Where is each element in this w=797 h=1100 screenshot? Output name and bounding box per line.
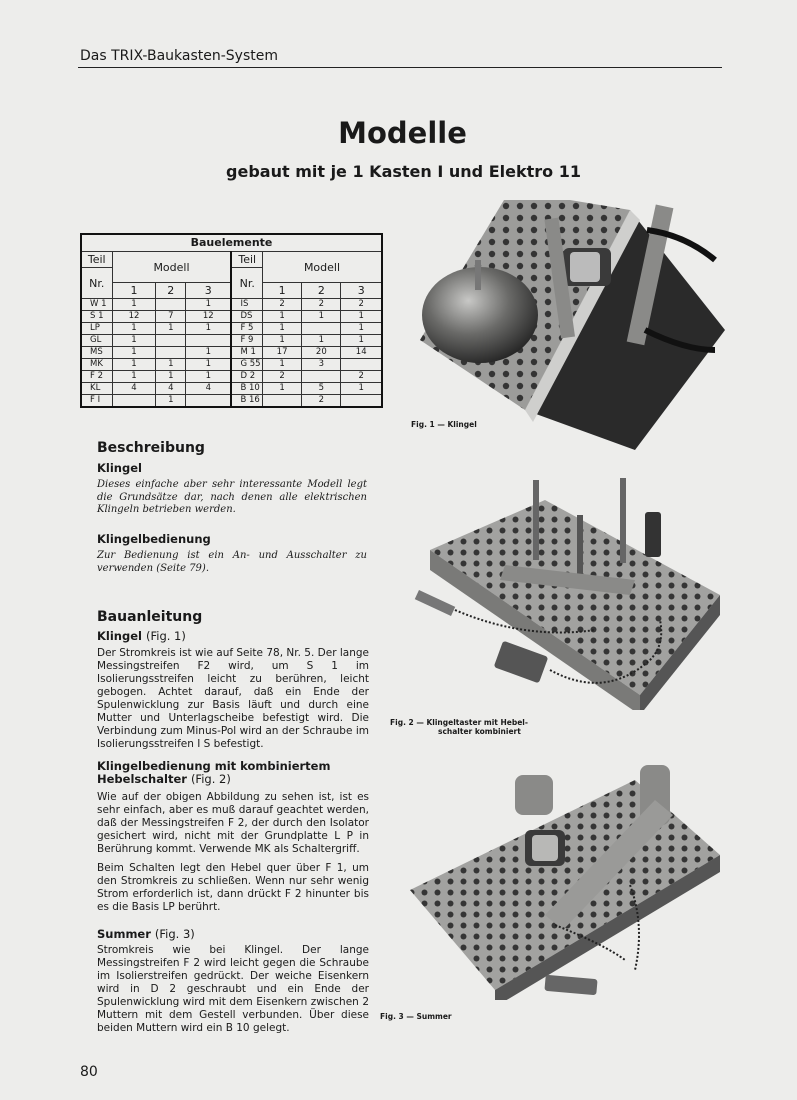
fig-reference: (Fig. 1) [145, 629, 186, 643]
summer-heading [97, 927, 195, 941]
model-number: 1 [262, 283, 301, 299]
table-cell: 1 [341, 323, 382, 335]
table-cell: 3 [302, 359, 341, 371]
figure-3-summer [380, 755, 725, 1025]
hebelschalter-text-2: Beim Schalten legt den Hebel quer über F 1, um den Stromkreis zu schließen. Wenn nur sehr wenig Strom erforderlich ist, dann drückt F 2 hinunter bis es die Basis LP berührt. [97, 862, 369, 913]
table-cell: DS [231, 311, 262, 323]
table-cell: F 9 [231, 335, 262, 347]
figure-2-caption-line1: Fig. 2 — Klingeltaster mit Hebel- [390, 718, 528, 727]
table-cell [341, 359, 382, 371]
table-cell: 2 [341, 299, 382, 311]
figure-2-caption [390, 718, 528, 736]
table-cell: 1 [156, 359, 186, 371]
table-cell: 12 [186, 311, 232, 323]
klingelbedienung-description: Zur Bedienung ist ein An- und Ausschalter zu verwenden (Seite 79). [97, 550, 367, 574]
table-cell: S 1 [81, 311, 112, 323]
figure-2-klingeltaster [390, 470, 725, 740]
model-number: 3 [341, 283, 382, 299]
table-row [81, 323, 382, 335]
parts-table [80, 233, 383, 408]
figure-1-klingel [411, 200, 727, 450]
table-cell: LP [81, 323, 112, 335]
table-cell: KL [81, 383, 112, 395]
model-number: 3 [186, 283, 232, 299]
fig-reference: (Fig. 2) [190, 772, 231, 786]
header-rule [78, 67, 722, 68]
figure-3-caption: Fig. 3 — Summer [380, 1012, 452, 1021]
table-cell: B 10 [231, 383, 262, 395]
table-cell: 17 [262, 347, 301, 359]
table-cell: MK [81, 359, 112, 371]
table-cell: F I [81, 395, 112, 408]
hebelschalter-heading-line1: Klingelbedienung mit kombiniertem [97, 759, 331, 773]
table-cell: 1 [156, 323, 186, 335]
table-cell: 1 [341, 311, 382, 323]
table-cell: 1 [186, 347, 232, 359]
table-cell: 1 [112, 323, 156, 335]
klingel-heading: Klingel [97, 461, 142, 475]
table-cell: 1 [156, 395, 186, 408]
table-cell: 1 [262, 383, 301, 395]
buzzer-model-illustration [405, 755, 725, 1000]
table-cell [262, 395, 301, 408]
model-number: 2 [302, 283, 341, 299]
table-cell: 1 [112, 359, 156, 371]
table-cell: 20 [302, 347, 341, 359]
page-number: 80 [80, 1064, 98, 1080]
table-cell [112, 395, 156, 408]
table-cell [156, 335, 186, 347]
table-cell: 1 [262, 323, 301, 335]
table-cell: 1 [302, 335, 341, 347]
fig-reference: (Fig. 3) [154, 927, 195, 941]
bau-klingel-heading [97, 629, 186, 643]
table-cell: 1 [112, 299, 156, 311]
table-cell: M 1 [231, 347, 262, 359]
table-cell: 12 [112, 311, 156, 323]
col-header-teil: Teil [231, 252, 262, 268]
table-cell: 1 [186, 359, 232, 371]
table-row [81, 371, 382, 383]
hebelschalter-heading-line2: Hebelschalter [97, 772, 187, 786]
table-cell: GL [81, 335, 112, 347]
page-title: Modelle [338, 116, 467, 150]
table-cell: 1 [112, 347, 156, 359]
hebelschalter-heading [97, 760, 330, 786]
table-cell [186, 335, 232, 347]
table-cell: 1 [262, 335, 301, 347]
table-cell: 1 [262, 359, 301, 371]
table-cell: 1 [341, 383, 382, 395]
switch-model-illustration [405, 470, 725, 710]
table-cell: IS [231, 299, 262, 311]
table-cell: 1 [156, 371, 186, 383]
table-row [81, 359, 382, 371]
table-cell: 4 [186, 383, 232, 395]
table-cell [302, 371, 341, 383]
table-cell: 5 [302, 383, 341, 395]
table-row [81, 335, 382, 347]
col-header-teil: Teil [81, 252, 112, 268]
table-cell: B 16 [231, 395, 262, 408]
parts-table-caption: Bauelemente [81, 234, 382, 252]
parts-table-body [81, 299, 382, 408]
table-cell [156, 299, 186, 311]
figure-1-caption: Fig. 1 — Klingel [411, 420, 477, 429]
table-cell: D 2 [231, 371, 262, 383]
table-cell: 2 [262, 299, 301, 311]
table-cell: 1 [186, 371, 232, 383]
table-cell: 4 [112, 383, 156, 395]
table-cell: F 5 [231, 323, 262, 335]
hebelschalter-text-1: Wie auf der obigen Abbildung zu sehen ist, ist es sehr einfach, aber es muß darauf geachtet werden, daß der Messingstreifen F 2, der durch den Isolator gesichert wird, nicht mit der Grundplatte L P in Berührung kommt. Verwende MK als Schaltergriff. [97, 791, 369, 855]
beschreibung-heading: Beschreibung [97, 440, 205, 456]
summer-title: Summer [97, 927, 151, 941]
table-cell: 1 [186, 299, 232, 311]
table-cell [156, 347, 186, 359]
klingel-description: Dieses einfache aber sehr interessante Modell legt die Grundsätze dar, nach denen alle elektrischen Klingeln betrieben werden. [97, 479, 367, 515]
running-title: Das TRIX-Baukasten-System [80, 48, 278, 64]
table-cell: 1 [341, 335, 382, 347]
table-cell: 4 [156, 383, 186, 395]
table-row [81, 311, 382, 323]
table-cell [341, 395, 382, 408]
col-header-modell: Modell [262, 252, 382, 283]
col-header-nr: Nr. [81, 268, 112, 299]
col-header-modell: Modell [112, 252, 231, 283]
summer-text: Stromkreis wie bei Klingel. Der lange Messingstreifen F 2 wird leicht gegen die Schraube im Isolierstreifen gedrückt. Der weiche Eisenkern wird in D 2 geschraubt und ein Ende der Spulenwicklung wird mit dem Eisenkern zwischen 2 Muttern mit dem Gestell verbunden. Über diese beiden Muttern wird ein B 10 gelegt. [97, 944, 369, 1034]
table-cell: 1 [262, 311, 301, 323]
bau-klingel-text: Der Stromkreis ist wie auf Seite 78, Nr. 5. Der lange Messingstreifen F2 wird, um S 1 im Isolierungsstreifen leicht zu berühren, leicht gebogen. Achtet darauf, daß ein Ende der Spulenwicklung zur Basis läuft und durch eine Mutter und Unterlagscheibe befestigt wird. Die Verbindung zum Minus-Pol wird an der Schraube im Isolierungsstreifen I S befestigt. [97, 647, 369, 750]
table-cell: 14 [341, 347, 382, 359]
table-cell: 1 [186, 323, 232, 335]
bell-model-illustration [415, 200, 727, 450]
table-row [81, 383, 382, 395]
model-number: 1 [112, 283, 156, 299]
table-cell: 7 [156, 311, 186, 323]
figure-2-caption-line2: schalter kombiniert [438, 727, 521, 736]
table-cell: 2 [341, 371, 382, 383]
table-cell [186, 395, 232, 408]
table-cell [302, 323, 341, 335]
table-cell: W 1 [81, 299, 112, 311]
col-header-nr: Nr. [231, 268, 262, 299]
table-cell: G 55 [231, 359, 262, 371]
table-cell: MS [81, 347, 112, 359]
klingelbedienung-heading: Klingelbedienung [97, 532, 211, 546]
page-subtitle: gebaut mit je 1 Kasten I und Elektro 11 [226, 162, 581, 181]
table-cell: 2 [302, 299, 341, 311]
table-row [81, 347, 382, 359]
table-cell: 2 [262, 371, 301, 383]
table-cell: 1 [112, 371, 156, 383]
model-number: 2 [156, 283, 186, 299]
table-cell: F 2 [81, 371, 112, 383]
table-cell: 1 [112, 335, 156, 347]
table-row [81, 395, 382, 408]
table-row [81, 299, 382, 311]
table-cell: 2 [302, 395, 341, 408]
bau-klingel-title: Klingel [97, 629, 142, 643]
bauanleitung-heading: Bauanleitung [97, 609, 203, 625]
table-cell: 1 [302, 311, 341, 323]
